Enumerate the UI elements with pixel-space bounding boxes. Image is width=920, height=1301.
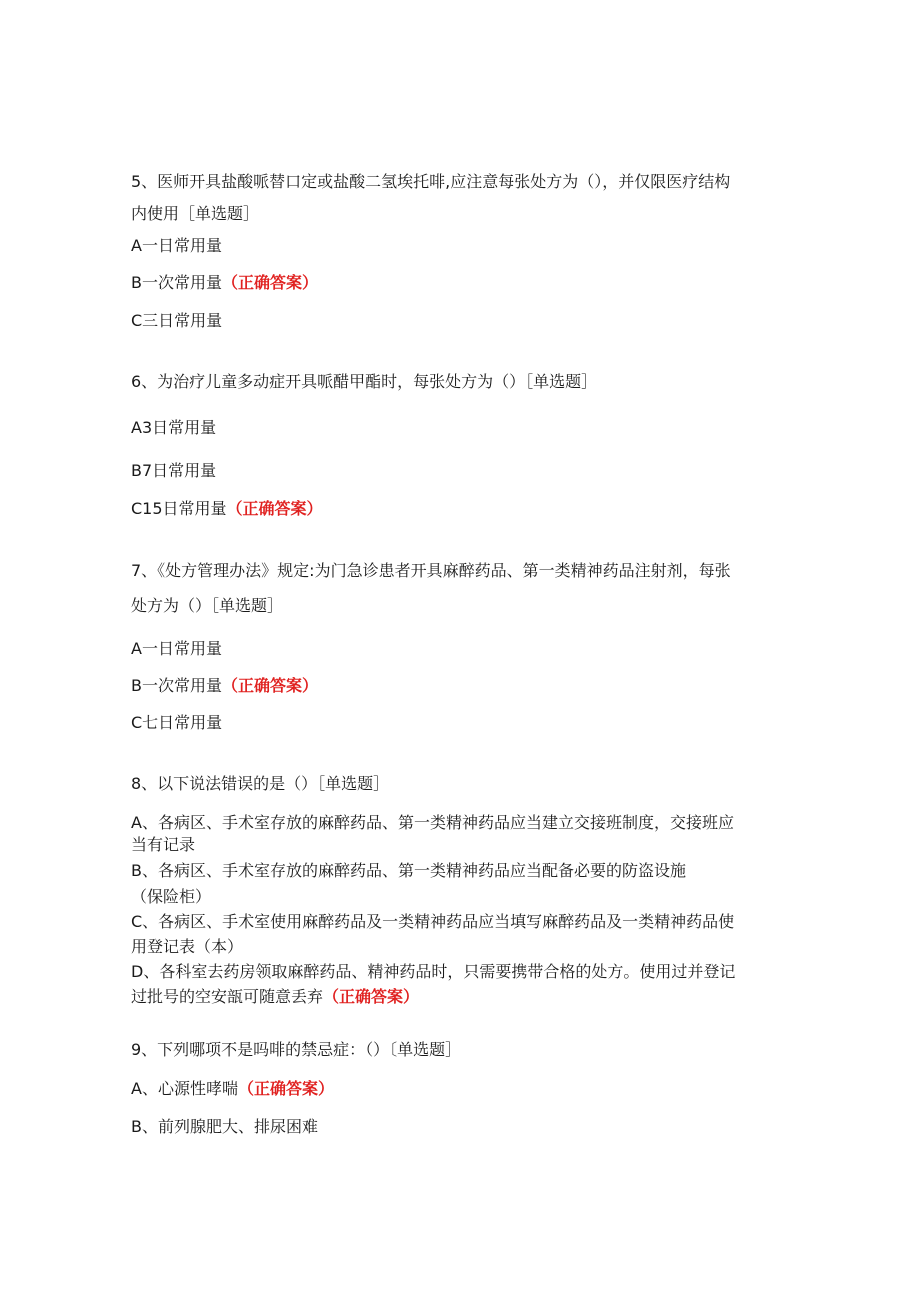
question-7-stem-line-2: 处方为（）［单选题］ <box>131 596 284 615</box>
option-text: C15日常用量 <box>131 499 227 518</box>
option-text: A、心源性哮喘 <box>131 1079 238 1098</box>
question-8-option-a-line-1: A、各病区、手术室存放的麻醉药品、第一类精神药品应当建立交接班制度，交接班应 <box>131 813 734 832</box>
option-text: 过批号的空安瓿可随意丢弃 <box>131 987 324 1006</box>
question-8-option-c-line-1: C、各病区、手术室使用麻醉药品及一类精神药品应当填写麻醉药品及一类精神药品使 <box>131 912 735 931</box>
option-text: A一日常用量 <box>131 639 222 658</box>
question-6-option-a <box>131 417 216 439</box>
question-8-option-c-line-2: 用登记表（本） <box>131 937 244 956</box>
question-8-option-b-line-1: B、各病区、手术室存放的麻醉药品、第一类精神药品应当配备必要的防盗设施 <box>131 861 686 880</box>
option-text: B一次常用量 <box>131 273 222 292</box>
correct-answer-label: （正确答案） <box>221 676 318 695</box>
option-text: B一次常用量 <box>131 676 222 695</box>
option-text: A一日常用量 <box>131 236 222 255</box>
question-8-option-b-line-2: （保险柜） <box>131 887 212 906</box>
correct-answer-label: （正确答案） <box>237 1079 334 1098</box>
question-9-option-a <box>131 1078 334 1100</box>
question-7-option-c <box>131 712 222 734</box>
question-7-option-b <box>131 675 318 697</box>
correct-answer-label: （正确答案） <box>323 987 420 1006</box>
question-9-stem-line-1: 9、下列哪项不是吗啡的禁忌症：（）〔单选题］ <box>131 1040 462 1059</box>
question-6-option-c <box>131 498 323 520</box>
correct-answer-label: （正确答案） <box>221 273 318 292</box>
question-8-stem-line-1: 8、以下说法错误的是（）［单选题］ <box>131 774 390 793</box>
correct-answer-label: （正确答案） <box>226 499 323 518</box>
question-8-option-a-line-2: 当有记录 <box>131 835 196 854</box>
question-5-option-c <box>131 310 222 332</box>
question-8-option-d-line-1: D、各科室去药房领取麻醉药品、精神药品时，只需要携带合格的处方。使用过并登记 <box>131 962 736 981</box>
question-6-stem-line-1: 6、为治疗儿童多动症开具哌醋甲酯时，每张处方为（）［单选题］ <box>131 372 598 391</box>
option-text: C三日常用量 <box>131 311 223 330</box>
option-text: B7日常用量 <box>131 461 217 480</box>
option-text: C七日常用量 <box>131 713 223 732</box>
question-7-stem-line-1: 7、《处方管理办法》规定:为门急诊患者开具麻醉药品、第一类精神药品注射剂，每张 <box>131 561 731 580</box>
question-7-option-a <box>131 638 222 660</box>
question-5-option-a <box>131 235 222 257</box>
question-9-option-b <box>131 1116 318 1138</box>
question-6-option-b <box>131 460 216 482</box>
question-8-option-d-line-2 <box>131 986 419 1008</box>
question-5-option-b <box>131 272 318 294</box>
question-5-stem-line-2: 内使用［单选题］ <box>131 204 260 223</box>
option-text: B、前列腺肥大、排尿困难 <box>131 1117 318 1136</box>
option-text: A3日常用量 <box>131 418 217 437</box>
question-5-stem-line-1: 5、医师开具盐酸哌替口定或盐酸二氢埃托啡,应注意每张处方为（），并仅限医疗结构 <box>131 172 731 191</box>
